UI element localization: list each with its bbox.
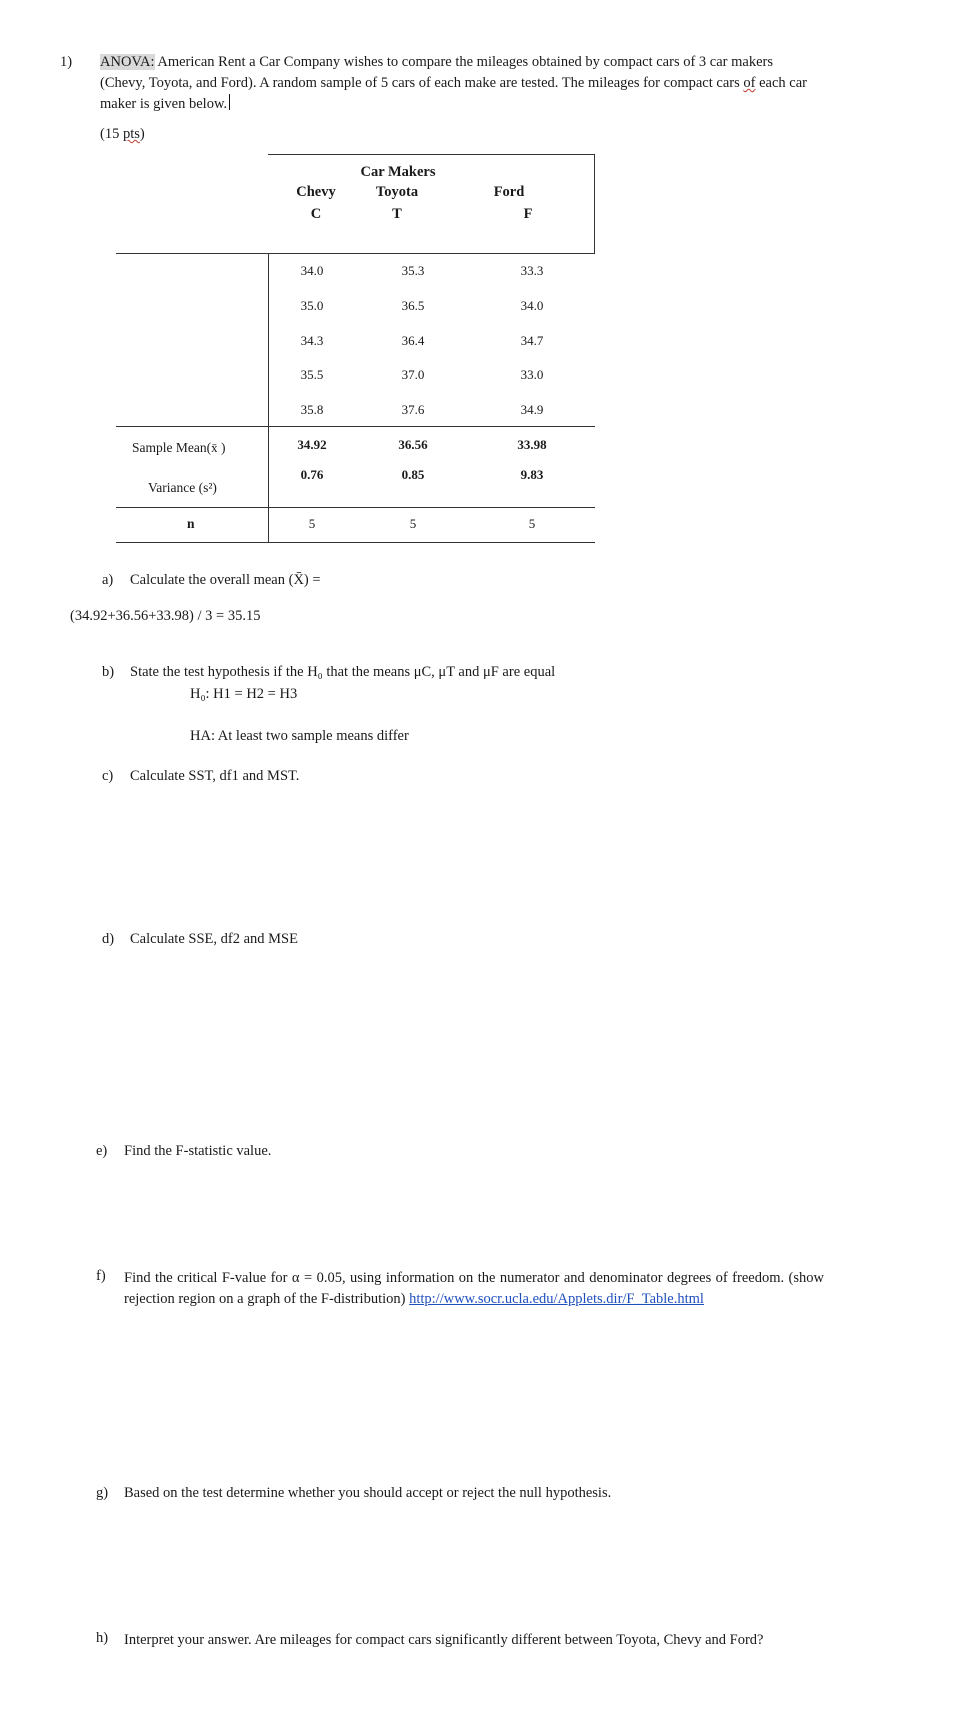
mean-chevy: 34.92 <box>297 437 327 452</box>
group-header: Car Makers <box>360 164 436 180</box>
variance-chevy: 0.76 <box>300 467 324 482</box>
part-b-ha: HA: At least two sample means differ <box>190 728 409 744</box>
table-cell: 33.3 <box>520 263 544 278</box>
part-c-letter: c) <box>102 768 114 784</box>
table-label-divider <box>268 253 269 543</box>
question-number: 1) <box>60 54 73 70</box>
part-a-answer: (34.92+36.56+33.98) / 3 = 35.15 <box>70 608 261 624</box>
question-text <box>100 52 820 115</box>
variance-toyota: 0.85 <box>401 467 425 482</box>
anova-label: ANOVA: <box>100 54 155 70</box>
n-toyota: 5 <box>409 516 417 531</box>
table-cell: 34.9 <box>520 402 544 417</box>
part-b-letter: b) <box>102 664 115 680</box>
n-chevy: 5 <box>308 516 316 531</box>
table-cell: 34.3 <box>300 333 324 348</box>
table-cell: 37.0 <box>401 367 425 382</box>
table-cell: 34.7 <box>520 333 544 348</box>
column-code-ford: F <box>523 206 533 222</box>
table-cell: 34.0 <box>520 298 544 313</box>
part-f-text: Find the critical F-value for α = 0.05, using information on the numerator and denominator degrees of freedom. (show rejection region on a graph of the F-distribution) http://www.socr.ucla.edu/Applets.dir/F_Table.html <box>124 1270 824 1307</box>
part-e-letter: e) <box>96 1143 108 1159</box>
n-label: n <box>187 516 195 531</box>
xbar-symbol: x̄ <box>211 440 218 455</box>
table-n-border-top <box>116 507 595 508</box>
table-cell: 34.0 <box>300 263 324 278</box>
part-b-h0: H₀: H1 = H2 = H3 <box>190 686 298 702</box>
variance-ford: 9.83 <box>520 467 544 482</box>
part-d-text: Calculate SSE, df2 and MSE <box>130 931 298 947</box>
column-header-chevy: Chevy <box>296 184 336 200</box>
column-header-ford: Ford <box>493 184 525 200</box>
part-a-text: Calculate the overall mean (X̄) = <box>130 572 321 588</box>
part-h-letter: h) <box>96 1630 109 1646</box>
table-cell: 35.0 <box>300 298 324 313</box>
table-header-border <box>116 253 595 254</box>
variance-label: Variance (s²) <box>148 480 217 495</box>
intro-end: each car maker is given below. <box>100 75 807 112</box>
points-label: (15 pts) <box>100 126 145 142</box>
text-cursor <box>229 94 230 110</box>
column-code-toyota: T <box>392 206 402 222</box>
table-cell: 36.4 <box>401 333 425 348</box>
part-f-letter: f) <box>96 1268 106 1284</box>
mean-ford: 33.98 <box>517 437 547 452</box>
table-cell: 35.8 <box>300 402 324 417</box>
table-cell: 33.0 <box>520 367 544 382</box>
table-bottom-border <box>116 542 595 543</box>
part-a-letter: a) <box>102 572 114 588</box>
n-ford: 5 <box>528 516 536 531</box>
column-header-toyota: Toyota <box>375 184 419 200</box>
part-e-text: Find the F-statistic value. <box>124 1143 272 1159</box>
f-table-link[interactable]: http://www.socr.ucla.edu/Applets.dir/F_Table.html <box>409 1291 704 1307</box>
mean-toyota: 36.56 <box>398 437 428 452</box>
table-cell: 37.6 <box>401 402 425 417</box>
intro-text: American Rent a Car Company wishes to compare the mileages obtained by compact cars of 3 car makers (Chevy, Toyota, and Ford). A random sample of 5 cars of each make are tested. The mileages for compact cars <box>100 54 773 91</box>
table-cell: 36.5 <box>401 298 425 313</box>
part-b-text: State the test hypothesis if the H₀ that the means μC, μT and μF are equal <box>130 664 556 680</box>
table-right-border <box>594 154 595 254</box>
part-g-text: Based on the test determine whether you should accept or reject the null hypothesis. <box>124 1485 612 1501</box>
intro-of: of <box>743 75 756 91</box>
part-c-text: Calculate SST, df1 and MST. <box>130 768 300 784</box>
table-cell: 35.3 <box>401 263 425 278</box>
part-h-text: Interpret your answer. Are mileages for compact cars significantly different between Toyota, Chevy and Ford? <box>124 1632 764 1648</box>
table-top-border <box>268 154 595 155</box>
table-stats-border <box>116 426 595 427</box>
table-cell: 35.5 <box>300 367 324 382</box>
part-g-letter: g) <box>96 1485 109 1501</box>
part-d-letter: d) <box>102 931 115 947</box>
column-code-chevy: C <box>310 206 322 222</box>
sample-mean-label: Sample Mean(x̄ ) <box>132 440 226 455</box>
